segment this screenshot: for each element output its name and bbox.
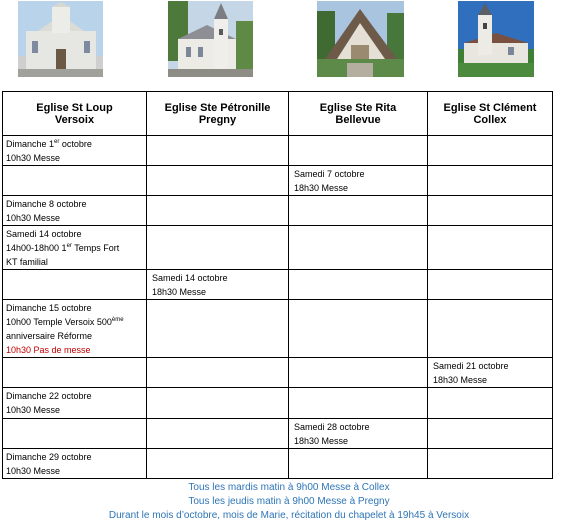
table-cell: Dimanche 29 octobre 10h30 Messe	[3, 449, 147, 479]
note-rosary: Durant le mois d’octobre, mois de Marie, récitation du chapelet à 19h45 à Versoix	[108, 510, 470, 521]
table-row	[3, 358, 553, 388]
header-st-loup: Eglise St Loup Versoix	[3, 92, 147, 136]
table-cell: Samedi 14 octobre 18h30 Messe	[147, 270, 289, 300]
table-cell	[289, 358, 428, 388]
header-ste-petronille: Eglise Ste Pétronille Pregny	[147, 92, 289, 136]
table-cell	[428, 300, 553, 358]
photo-eglise-st-clement	[458, 1, 534, 77]
table-row	[3, 270, 553, 300]
church-photos	[0, 0, 578, 82]
photo-eglise-ste-rita	[317, 1, 404, 77]
table-cell	[289, 196, 428, 226]
table-row	[3, 300, 553, 358]
table-cell	[289, 449, 428, 479]
table-cell	[147, 226, 289, 270]
table-cell: Samedi 7 octobre 18h30 Messe	[289, 166, 428, 196]
table-cell	[428, 270, 553, 300]
table-cell	[289, 270, 428, 300]
table-cell: Samedi 21 octobre 18h30 Messe	[428, 358, 553, 388]
table-cell	[289, 226, 428, 270]
table-cell	[428, 136, 553, 166]
table-row	[3, 196, 553, 226]
table-cell	[428, 419, 553, 449]
weekly-notes	[0, 481, 578, 523]
table-cell	[289, 300, 428, 358]
table-row	[3, 166, 553, 196]
table-cell	[147, 300, 289, 358]
table-cell: Dimanche 22 octobre 10h30 Messe	[3, 388, 147, 419]
table-cell	[147, 166, 289, 196]
table-header-row	[3, 92, 553, 136]
table-cell: Dimanche 1er octobre 10h30 Messe	[3, 136, 147, 166]
cancelled-mass-note: 10h30 Pas de messe	[6, 345, 91, 355]
table-row	[3, 226, 553, 270]
table-cell	[3, 166, 147, 196]
table-cell	[428, 196, 553, 226]
table-cell: Dimanche 15 octobre 10h00 Temple Versoix 500ème anniversaire Réforme 10h30 Pas de messe	[3, 300, 147, 358]
table-cell	[3, 358, 147, 388]
table-row	[3, 449, 553, 479]
table-cell: Dimanche 8 octobre 10h30 Messe	[3, 196, 147, 226]
table-cell	[428, 166, 553, 196]
table-row	[3, 419, 553, 449]
table-cell	[428, 449, 553, 479]
table-cell	[289, 388, 428, 419]
table-cell	[147, 358, 289, 388]
note-thursday: Tous les jeudis matin à 9h00 Messe à Pregny	[188, 496, 390, 507]
mass-schedule-table	[2, 91, 553, 479]
photo-eglise-st-loup	[18, 1, 103, 77]
table-cell	[428, 388, 553, 419]
table-cell	[428, 226, 553, 270]
table-cell	[147, 136, 289, 166]
table-cell	[147, 419, 289, 449]
table-cell	[289, 136, 428, 166]
header-st-clement: Eglise St Clément Collex	[428, 92, 553, 136]
table-cell	[147, 196, 289, 226]
table-row	[3, 388, 553, 419]
table-cell	[147, 388, 289, 419]
table-row	[3, 136, 553, 166]
table-cell	[147, 449, 289, 479]
table-cell: Samedi 14 octobre 14h00-18h00 1er Temps Fort KT familial	[3, 226, 147, 270]
table-cell	[3, 419, 147, 449]
table-cell	[3, 270, 147, 300]
header-ste-rita: Eglise Ste Rita Bellevue	[289, 92, 428, 136]
table-cell: Samedi 28 octobre 18h30 Messe	[289, 419, 428, 449]
note-tuesday: Tous les mardis matin à 9h00 Messe à Collex	[188, 482, 390, 493]
photo-eglise-ste-petronille	[168, 1, 253, 77]
